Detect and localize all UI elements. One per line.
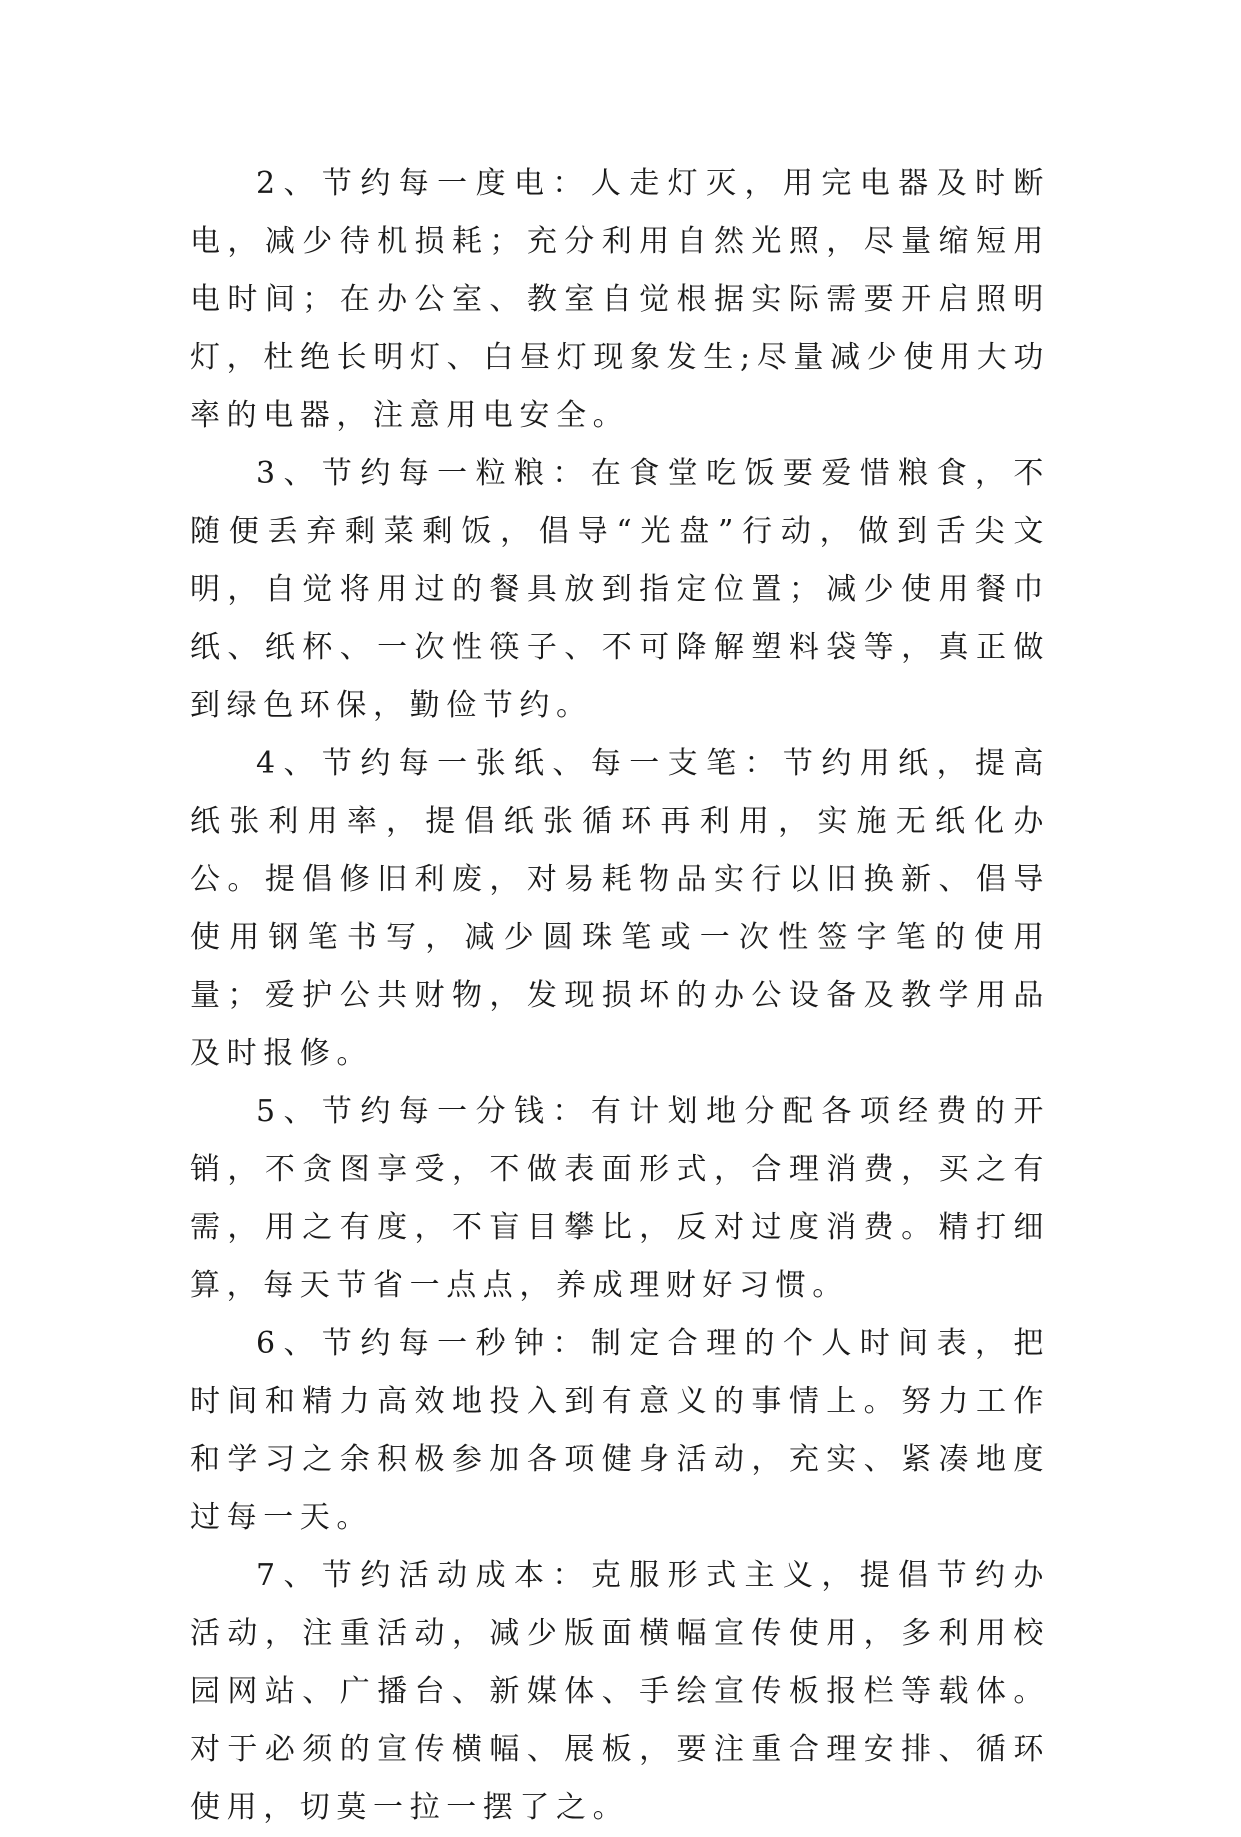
- paragraph-save-money: 5、节约每一分钱：有计划地分配各项经费的开销，不贪图享受，不做表面形式，合理消费，买之有需，用之有度，不盲目攀比，反对过度消费。精打细算，每天节省一点点，养成理财好习惯。: [190, 1094, 1050, 1303]
- paragraph-save-activity-cost: 7、节约活动成本：克服形式主义，提倡节约办活动，注重活动，减少版面横幅宣传使用，多利用校园网站、广播台、新媒体、手绘宣传板报栏等载体。对于必须的宣传横幅、展板，要注重合理安排、循环使用，切莫一拉一摆了之。: [190, 1558, 1050, 1825]
- paragraph-save-electricity: 2、节约每一度电：人走灯灭，用完电器及时断电，减少待机损耗；充分利用自然光照，尽量缩短用电时间；在办公室、教室自觉根据实际需要开启照明灯，杜绝长明灯、白昼灯现象发生;尽量减少使用大功率的电器，注意用电安全。: [190, 166, 1050, 433]
- paragraph-save-paper-pens: 4、节约每一张纸、每一支笔：节约用纸，提高纸张利用率，提倡纸张循环再利用，实施无纸化办公。提倡修旧利废，对易耗物品实行以旧换新、倡导使用钢笔书写，减少圆珠笔或一次性签字笔的使用量；爱护公共财物，发现损坏的办公设备及教学用品及时报修。: [190, 746, 1050, 1071]
- paragraph-save-food: 3、节约每一粒粮：在食堂吃饭要爱惜粮食，不随便丢弃剩菜剩饭，倡导“光盘”行动，做到舌尖文明，自觉将用过的餐具放到指定位置；减少使用餐巾纸、纸杯、一次性筷子、不可降解塑料袋等，真正做到绿色环保，勤俭节约。: [190, 456, 1050, 723]
- paragraph-save-time: 6、节约每一秒钟：制定合理的个人时间表，把时间和精力高效地投入到有意义的事情上。努力工作和学习之余积极参加各项健身活动，充实、紧凑地度过每一天。: [190, 1326, 1050, 1535]
- document-body: [190, 155, 1050, 1837]
